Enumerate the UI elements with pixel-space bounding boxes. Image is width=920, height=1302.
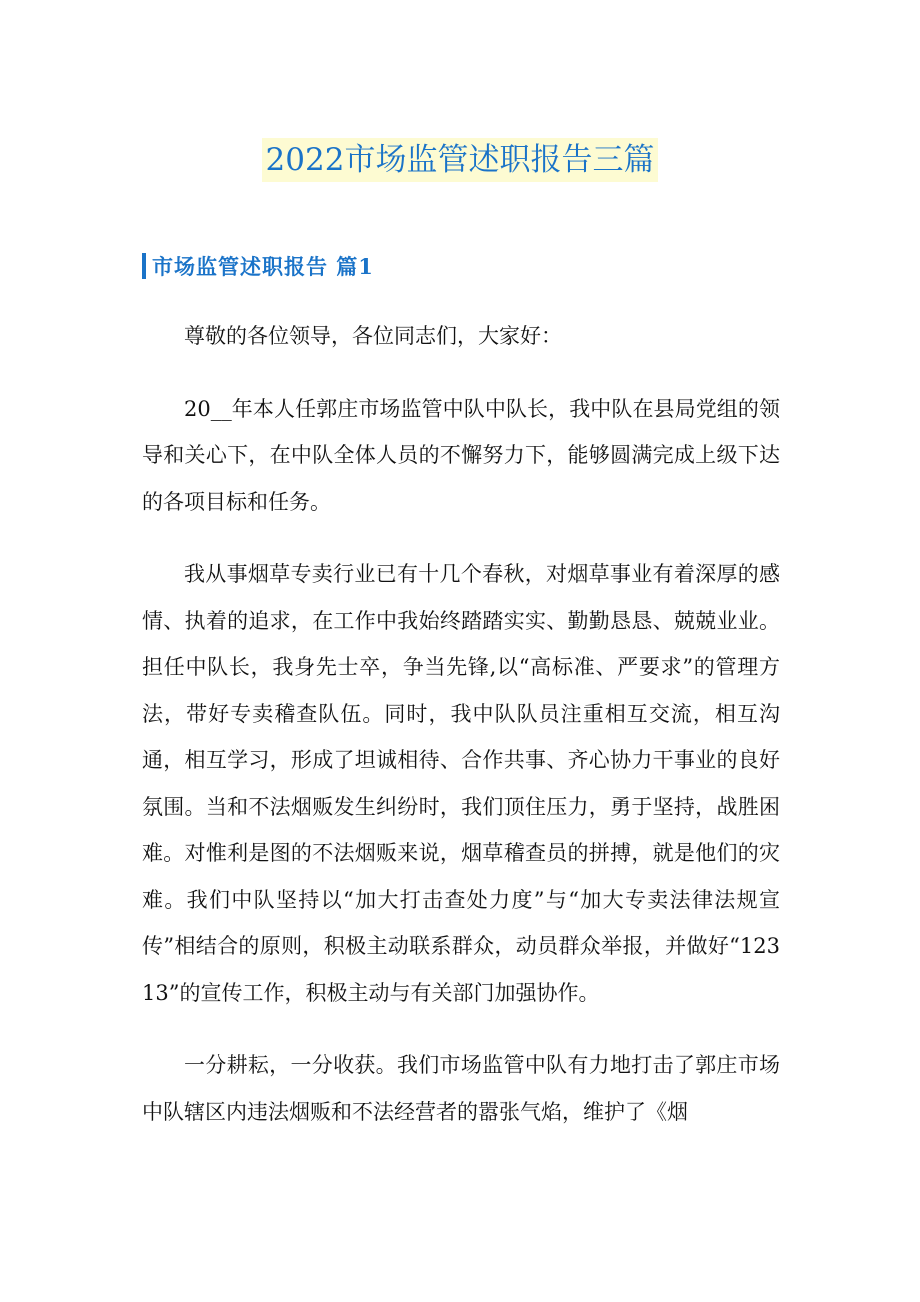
paragraph-results: 一分耕耘，一分收获。我们市场监管中队有力地打击了郭庄市场中队辖区内违法烟贩和不法经营者的嚣张气焰，维护了《烟 bbox=[142, 1053, 780, 1124]
document-body bbox=[142, 313, 780, 1161]
heading-bar-marker bbox=[142, 253, 146, 279]
paragraph-intro: 20__年本人任郭庄市场监管中队中队长，我中队在县局党组的领导和关心下，在中队全体人员的不懈努力下，能够圆满完成上级下达的各项目标和任务。 bbox=[142, 396, 780, 514]
document-title: 2022市场监管述职报告三篇 bbox=[262, 138, 659, 182]
section-heading-text: 市场监管述职报告 篇1 bbox=[152, 254, 374, 279]
paragraph-greeting: 尊敬的各位领导，各位同志们，大家好： bbox=[184, 324, 562, 348]
document-title-row bbox=[0, 138, 920, 182]
paragraph-work: 我从事烟草专卖行业已有十几个春秋，对烟草事业有着深厚的感情、执着的追求，在工作中我始终踏踏实实、勤勤恳恳、兢兢业业。担任中队长，我身先士卒，争当先锋,以“高标准、严要求”的管理方法，带好专卖稽查队伍。同时，我中队队员注重相互交流，相互沟通，相互学习，形成了坦诚相待、合作共事、齐心协力干事业的良好氛围。当和不法烟贩发生纠纷时，我们顶住压力，勇于坚持，战胜困难。对惟利是图的不法烟贩来说，烟草稽查员的拼搏，就是他们的灾难。我们中队坚持以“加大打击查处力度”与“加大专卖法律法规宣传”相结合的原则，积极主动联系群众，动员群众举报，并做好“12313”的宣传工作，积极主动与有关部门加强协作。 bbox=[142, 562, 780, 1005]
section-heading bbox=[142, 250, 374, 282]
